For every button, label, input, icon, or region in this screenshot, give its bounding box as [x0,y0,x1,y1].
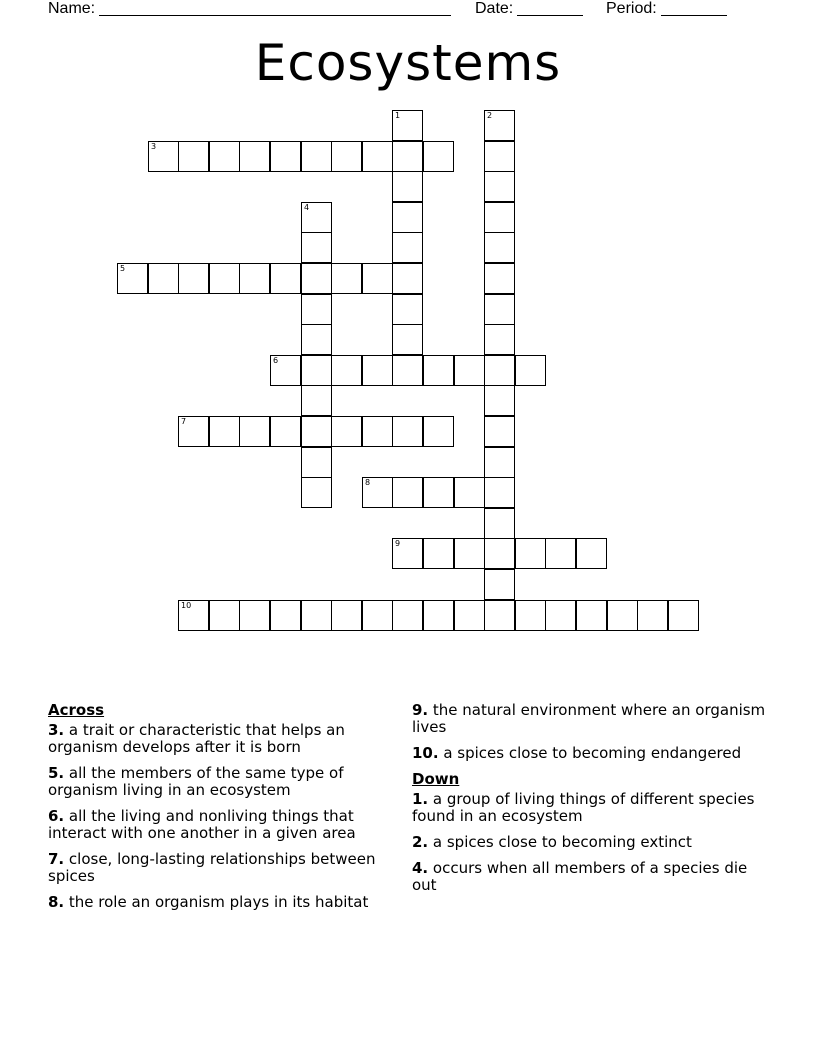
crossword-cell[interactable] [178,141,209,172]
clue-down-2: 2. a spices close to becoming extinct [412,833,692,851]
crossword-cell[interactable] [301,141,332,172]
crossword-cell[interactable] [484,202,515,233]
crossword-cell[interactable] [454,600,485,631]
clue-down-4: 4. occurs when all members of a species die out [412,859,748,894]
down-heading: Down [412,770,460,788]
crossword-cell[interactable] [484,385,515,416]
crossword-cell[interactable] [484,477,515,508]
clue-number: 6 [273,356,279,365]
clue-across-7: 7. close, long-lasting relationships between spices [48,850,376,885]
clue-across-6: 6. all the living and nonliving things that interact with one another in a given area [48,807,356,842]
crossword-cell[interactable] [392,202,423,233]
crossword-cell[interactable] [301,294,332,325]
crossword-cell[interactable] [392,232,423,263]
crossword-cell[interactable] [178,600,209,631]
crossword-cell[interactable] [454,477,485,508]
clue-number: 1 [395,111,401,120]
crossword-cell[interactable] [392,141,423,172]
crossword-cell[interactable] [484,110,515,141]
crossword-cell[interactable] [270,416,301,447]
crossword-cell[interactable] [117,263,148,294]
crossword-cell[interactable] [484,294,515,325]
crossword-cell[interactable] [301,355,332,386]
period-label: Period: [606,0,657,17]
crossword-cell[interactable] [331,600,362,631]
crossword-cell[interactable] [362,416,393,447]
crossword-cell[interactable] [239,141,270,172]
crossword-cell[interactable] [148,141,179,172]
crossword-cell[interactable] [392,294,423,325]
crossword-cell[interactable] [148,263,179,294]
clues-column-left [48,702,393,920]
clue-across-10: 10. a spices close to becoming endangered [412,744,742,762]
clue-number: 10 [181,601,192,610]
crossword-cell[interactable] [576,600,607,631]
crossword-cell[interactable] [423,141,454,172]
crossword-cell[interactable] [209,600,240,631]
clue-number: 2 [487,111,493,120]
across-heading: Across [48,701,105,719]
crossword-cell[interactable] [484,569,515,600]
clue-across-3: 3. a trait or characteristic that helps an organism develops after it is born [48,721,345,756]
crossword-cell[interactable] [331,141,362,172]
crossword-cell[interactable] [239,600,270,631]
crossword-cell[interactable] [331,355,362,386]
crossword-cell[interactable] [515,600,546,631]
clue-number: 4 [304,203,310,212]
crossword-cell[interactable] [239,416,270,447]
crossword-cell[interactable] [301,416,332,447]
crossword-cell[interactable] [301,202,332,233]
page-title: Ecosystems [254,34,562,92]
crossword-cell[interactable] [270,355,301,386]
crossword-cell[interactable] [392,110,423,141]
crossword-cell[interactable] [423,600,454,631]
crossword-cell[interactable] [484,538,515,569]
crossword-cell[interactable] [484,324,515,355]
crossword-cell[interactable] [301,263,332,294]
crossword-cell[interactable] [362,600,393,631]
clue-number: 3 [151,142,157,151]
crossword-cell[interactable] [423,538,454,569]
crossword-cell[interactable] [392,324,423,355]
name-label: Name: [48,0,96,17]
clue-number: 5 [120,264,126,273]
crossword-cell[interactable] [362,355,393,386]
crossword-cell[interactable] [362,263,393,294]
crossword-cell[interactable] [484,600,515,631]
crossword-cell[interactable] [301,477,332,508]
clue-number: 8 [365,478,371,487]
crossword-cell[interactable] [392,416,423,447]
crossword-cell[interactable] [362,141,393,172]
crossword-cell[interactable] [484,416,515,447]
crossword-cell[interactable] [301,324,332,355]
crossword-cell[interactable] [392,600,423,631]
clue-number: 9 [395,539,401,548]
crossword-cell[interactable] [423,355,454,386]
crossword-cell[interactable] [239,263,270,294]
crossword-cell[interactable] [270,263,301,294]
crossword-cell[interactable] [209,263,240,294]
crossword-cell[interactable] [362,477,393,508]
crossword-cell[interactable] [301,447,332,478]
date-label: Date: [475,0,514,17]
crossword-cell[interactable] [545,600,576,631]
crossword-cell[interactable] [331,416,362,447]
crossword-cell[interactable] [392,263,423,294]
crossword-cell[interactable] [515,538,546,569]
crossword-cell[interactable] [392,355,423,386]
crossword-cell[interactable] [484,447,515,478]
crossword-cell[interactable] [484,263,515,294]
crossword-cell[interactable] [423,416,454,447]
clue-across-9: 9. the natural environment where an organism lives [412,701,766,736]
crossword-cell[interactable] [301,385,332,416]
clues-column-right [412,702,772,903]
crossword-cell[interactable] [209,416,240,447]
crossword-cell[interactable] [484,508,515,539]
clue-across-5: 5. all the members of the same type of organism living in an ecosystem [48,764,344,799]
crossword-cell[interactable] [392,538,423,569]
crossword-cell[interactable] [484,141,515,172]
crossword-cell[interactable] [270,600,301,631]
crossword-cell[interactable] [392,477,423,508]
crossword-cell[interactable] [454,538,485,569]
crossword-cell[interactable] [668,600,699,631]
clue-number: 7 [181,417,187,426]
crossword-cell[interactable] [423,477,454,508]
crossword-cell[interactable] [637,600,668,631]
crossword-cell[interactable] [178,263,209,294]
crossword-cell[interactable] [576,538,607,569]
crossword-cell[interactable] [209,141,240,172]
crossword-cell[interactable] [484,355,515,386]
crossword-cell[interactable] [454,355,485,386]
clue-down-1: 1. a group of living things of different species found in an ecosystem [412,790,755,825]
crossword-cell[interactable] [484,232,515,263]
crossword-cell[interactable] [301,600,332,631]
crossword-cell[interactable] [545,538,576,569]
clue-across-8: 8. the role an organism plays in its habitat [48,893,369,911]
crossword-cell[interactable] [607,600,638,631]
crossword-cell[interactable] [515,355,546,386]
crossword-cell[interactable] [392,171,423,202]
crossword-cell[interactable] [301,232,332,263]
crossword-cell[interactable] [331,263,362,294]
crossword-cell[interactable] [270,141,301,172]
crossword-cell[interactable] [484,171,515,202]
crossword-cell[interactable] [178,416,209,447]
